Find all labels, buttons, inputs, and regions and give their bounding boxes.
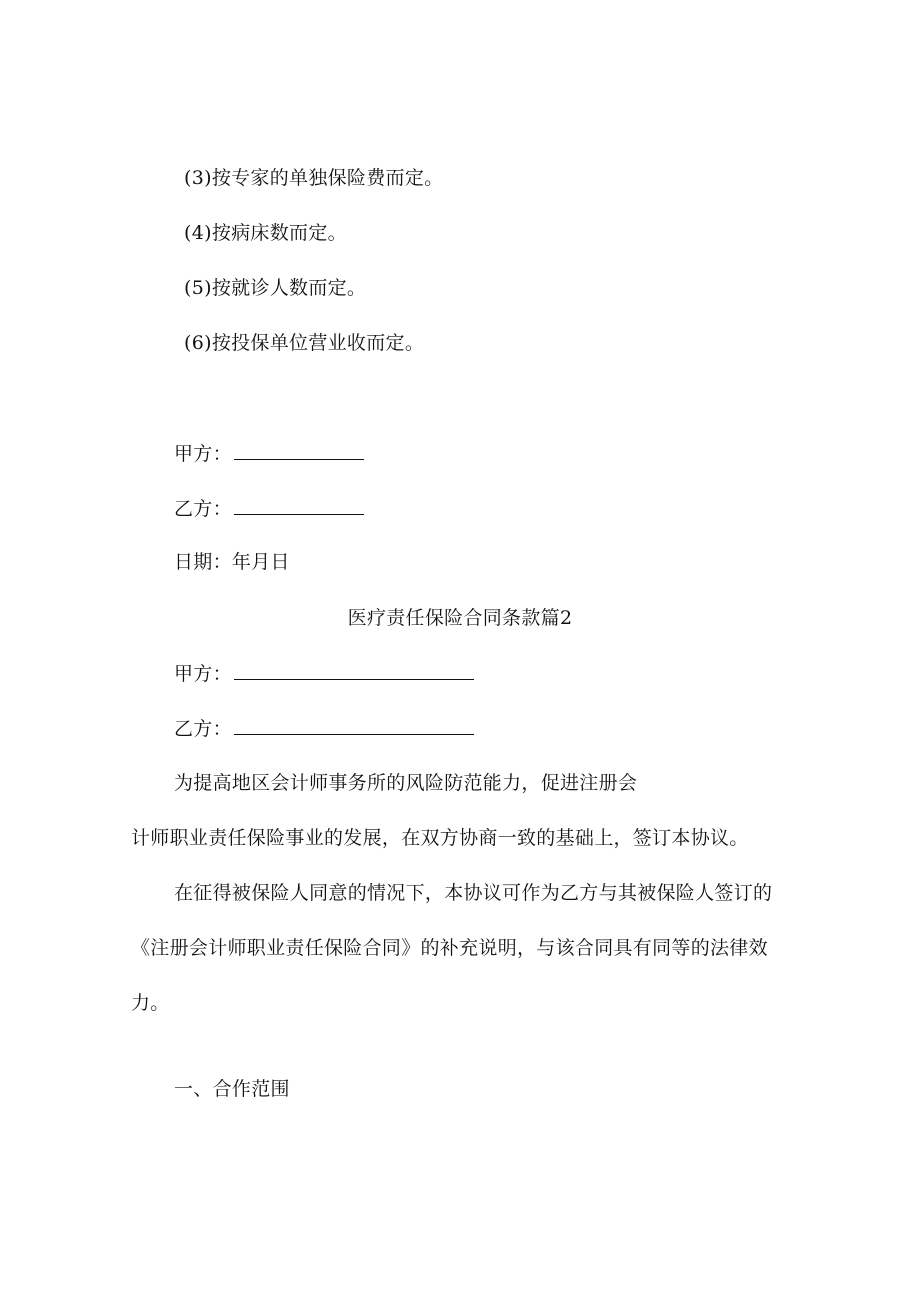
heading-cooperation-scope: 一、合作范围	[174, 1078, 290, 1100]
paragraph-1-line-1: 为提高地区会计师事务所的风险防范能力，促进注册会	[174, 772, 638, 794]
section-title: 医疗责任保险合同条款篇2	[347, 607, 573, 629]
date-line: 日期：年月日	[174, 551, 290, 573]
party-b-label: 乙方：	[174, 498, 232, 520]
party-b-label-2: 乙方：	[174, 718, 232, 740]
list-item-5: (5)按就诊人数而定。	[184, 277, 367, 299]
party-b-signature-line-2	[174, 716, 474, 741]
paragraph-2-line-2: 《注册会计师职业责任保险合同》的补充说明，与该合同具有同等的法律效	[131, 937, 768, 959]
party-b-blank	[234, 496, 364, 515]
party-b-blank-2	[234, 716, 474, 735]
paragraph-2-line-1: 在征得被保险人同意的情况下，本协议可作为乙方与其被保险人签订的	[174, 882, 773, 904]
party-a-blank-2	[234, 661, 474, 680]
party-a-signature-line-2	[174, 661, 474, 686]
list-item-4: (4)按病床数而定。	[184, 222, 347, 244]
list-item-3: (3)按专家的单独保险费而定。	[184, 167, 444, 189]
paragraph-2-line-3: 力。	[131, 992, 170, 1014]
list-item-6: (6)按投保单位营业收而定。	[184, 332, 425, 354]
party-a-label: 甲方：	[174, 443, 232, 465]
party-a-signature-line	[174, 441, 364, 466]
paragraph-1-line-2: 计师职业责任保险事业的发展，在双方协商一致的基础上，签订本协议。	[131, 827, 749, 849]
party-a-label-2: 甲方：	[174, 663, 232, 685]
party-a-blank	[234, 441, 364, 460]
party-b-signature-line	[174, 496, 364, 521]
